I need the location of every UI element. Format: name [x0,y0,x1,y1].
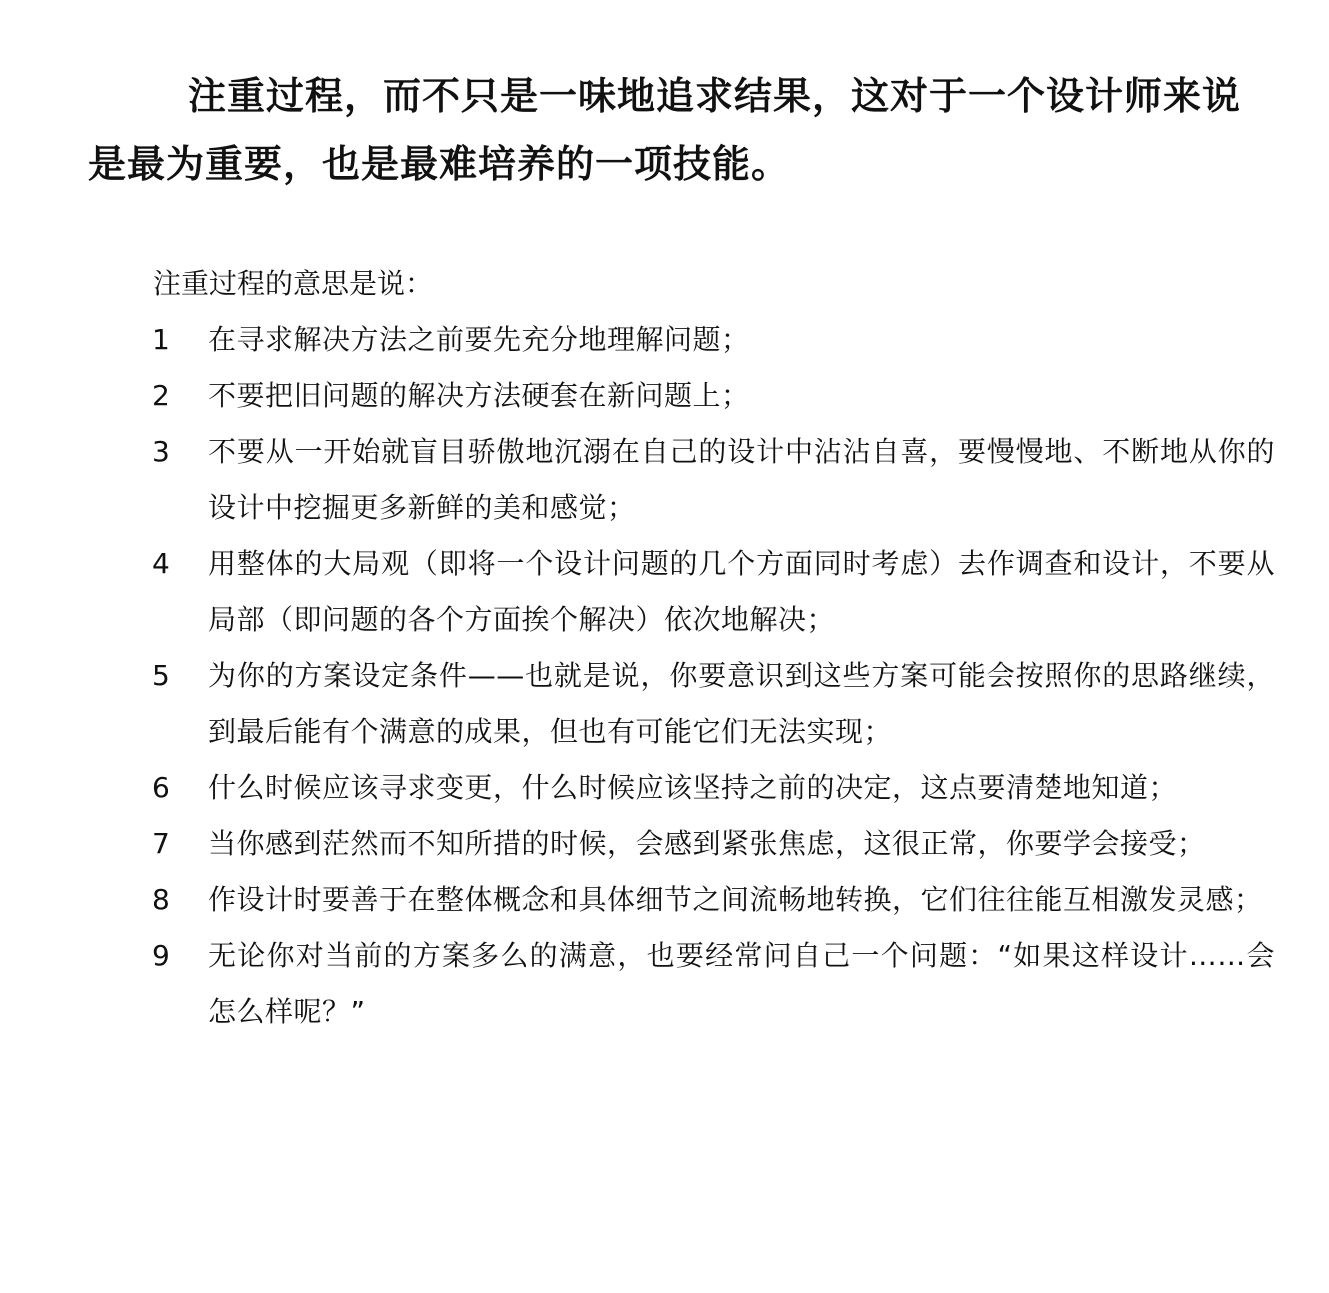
item-number: 6 [152,771,170,804]
item-number: 2 [152,379,170,412]
intro-text: 注重过程的意思是说： [153,267,434,300]
item-text: 无论你对当前的方案多么的满意，也要经常问自己一个问题：“如果这样设计……会怎么样呢？” [208,939,1275,1028]
item-number: 3 [152,435,170,468]
headline-paragraph: 注重过程，而不只是一味地追求结果，这对于一个设计师来说是最为重要，也是最难培养的一项技能。 [88,74,1242,186]
list-item [150,872,1275,928]
item-number: 8 [152,883,170,916]
list-item [150,424,1275,536]
list-item [150,648,1275,760]
list-item [150,816,1275,872]
item-text: 当你感到茫然而不知所措的时候，会感到紧张焦虑，这很正常，你要学会接受； [208,827,1206,860]
principles-list [150,312,1275,1040]
item-text: 在寻求解决方法之前要先充分地理解问题； [208,323,750,356]
item-text: 不要把旧问题的解决方法硬套在新问题上； [208,379,750,412]
item-text: 什么时候应该寻求变更，什么时候应该坚持之前的决定，这点要清楚地知道； [208,771,1178,804]
item-number: 1 [152,323,170,356]
list-item [150,312,1275,368]
item-text: 不要从一开始就盲目骄傲地沉溺在自己的设计中沾沾自喜，要慢慢地、不断地从你的设计中挖掘更多新鲜的美和感觉； [208,435,1275,524]
item-number: 5 [152,659,170,692]
item-number: 7 [152,827,170,860]
item-text: 为你的方案设定条件——也就是说，你要意识到这些方案可能会按照你的思路继续，到最后能有个满意的成果，但也有可能它们无法实现； [208,659,1275,748]
item-text: 作设计时要善于在整体概念和具体细节之间流畅地转换，它们往往能互相激发灵感； [208,883,1263,916]
list-item [150,928,1275,1040]
item-text: 用整体的大局观（即将一个设计问题的几个方面同时考虑）去作调查和设计，不要从局部（即问题的各个方面挨个解决）依次地解决； [208,547,1275,636]
item-number: 9 [152,939,170,972]
item-number: 4 [152,547,170,580]
list-item [150,536,1275,648]
list-item [150,760,1275,816]
list-item [150,368,1275,424]
